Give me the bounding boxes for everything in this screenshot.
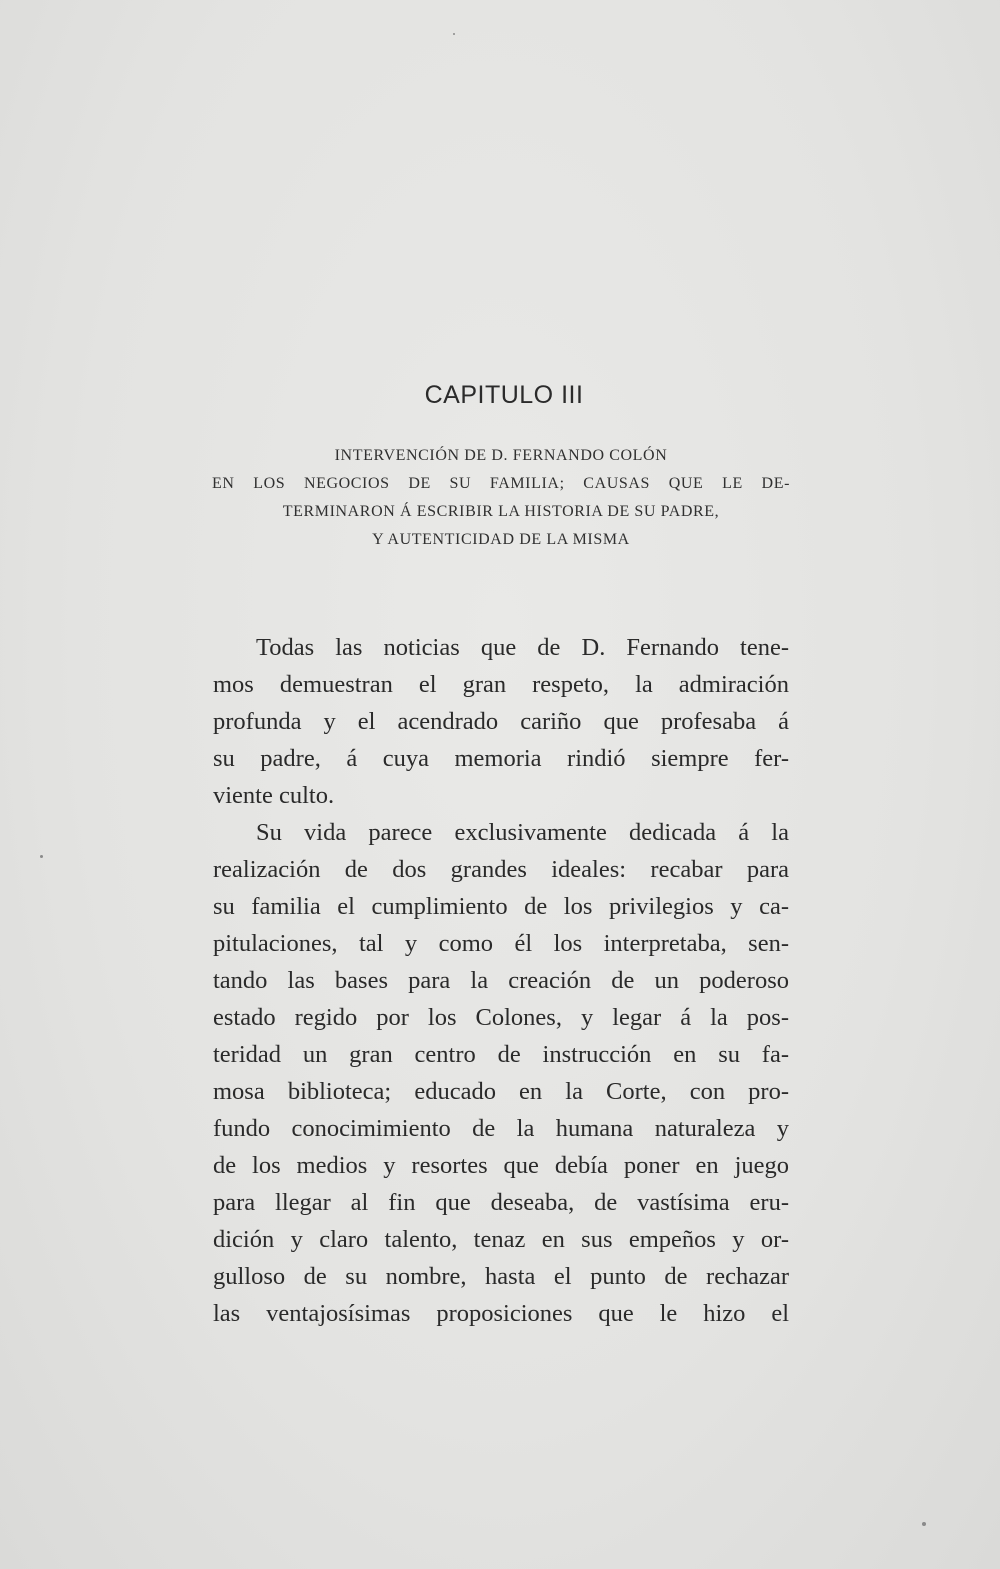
body-text <box>213 629 789 1332</box>
text-line: para llegar al fin que deseaba, de vastísima eru- <box>213 1189 789 1216</box>
text-line: viente culto. <box>213 782 335 809</box>
text-line: pitulaciones, tal y como él los interpretaba, sen- <box>213 930 789 957</box>
text-line: realización de dos grandes ideales: recabar para <box>213 856 789 883</box>
paragraph-2 <box>213 814 789 1332</box>
text-line: gulloso de su nombre, hasta el punto de rechazar <box>213 1263 789 1290</box>
text-line: mos demuestran el gran respeto, la admiración <box>213 671 789 698</box>
text-line: Su vida parece exclusivamente dedicada á la <box>256 819 789 846</box>
text-line: dición y claro talento, tenaz en sus empeños y or- <box>213 1226 789 1253</box>
text-line: tando las bases para la creación de un poderoso <box>213 967 789 994</box>
text-line: mosa biblioteca; educado en la Corte, con pro- <box>213 1078 789 1105</box>
text-line: fundo conocimimiento de la humana naturaleza y <box>213 1115 789 1142</box>
text-line: Todas las noticias que de D. Fernando tene- <box>256 634 789 661</box>
text-line: su familia el cumplimiento de los privilegios y ca- <box>213 893 789 920</box>
summary-line: TERMINARON Á ESCRIBIR LA HISTORIA DE SU PADRE, <box>282 503 720 520</box>
text-line: su padre, á cuya memoria rindió siempre fer- <box>213 745 789 772</box>
paragraph-1 <box>213 629 789 814</box>
summary-line: INTERVENCIÓN DE D. FERNANDO COLÓN <box>334 447 668 464</box>
paper-speck <box>453 33 455 35</box>
text-line: teridad un gran centro de instrucción en su fa- <box>213 1041 789 1068</box>
paper-speck <box>40 855 43 858</box>
text-line: las ventajosísimas proposiciones que le hizo el <box>213 1300 789 1327</box>
paper-speck <box>922 1522 926 1526</box>
text-line: de los medios y resortes que debía poner en juego <box>213 1152 789 1179</box>
text-line: profunda y el acendrado cariño que profesaba á <box>213 708 789 735</box>
chapter-summary <box>212 442 790 554</box>
text-line: estado regido por los Colones, y legar á la pos- <box>213 1004 789 1031</box>
summary-line: Y AUTENTICIDAD DE LA MISMA <box>372 531 630 548</box>
chapter-title: CAPITULO III <box>424 381 584 409</box>
summary-line: EN LOS NEGOCIOS DE SU FAMILIA; CAUSAS QUE LE DE- <box>212 475 790 492</box>
